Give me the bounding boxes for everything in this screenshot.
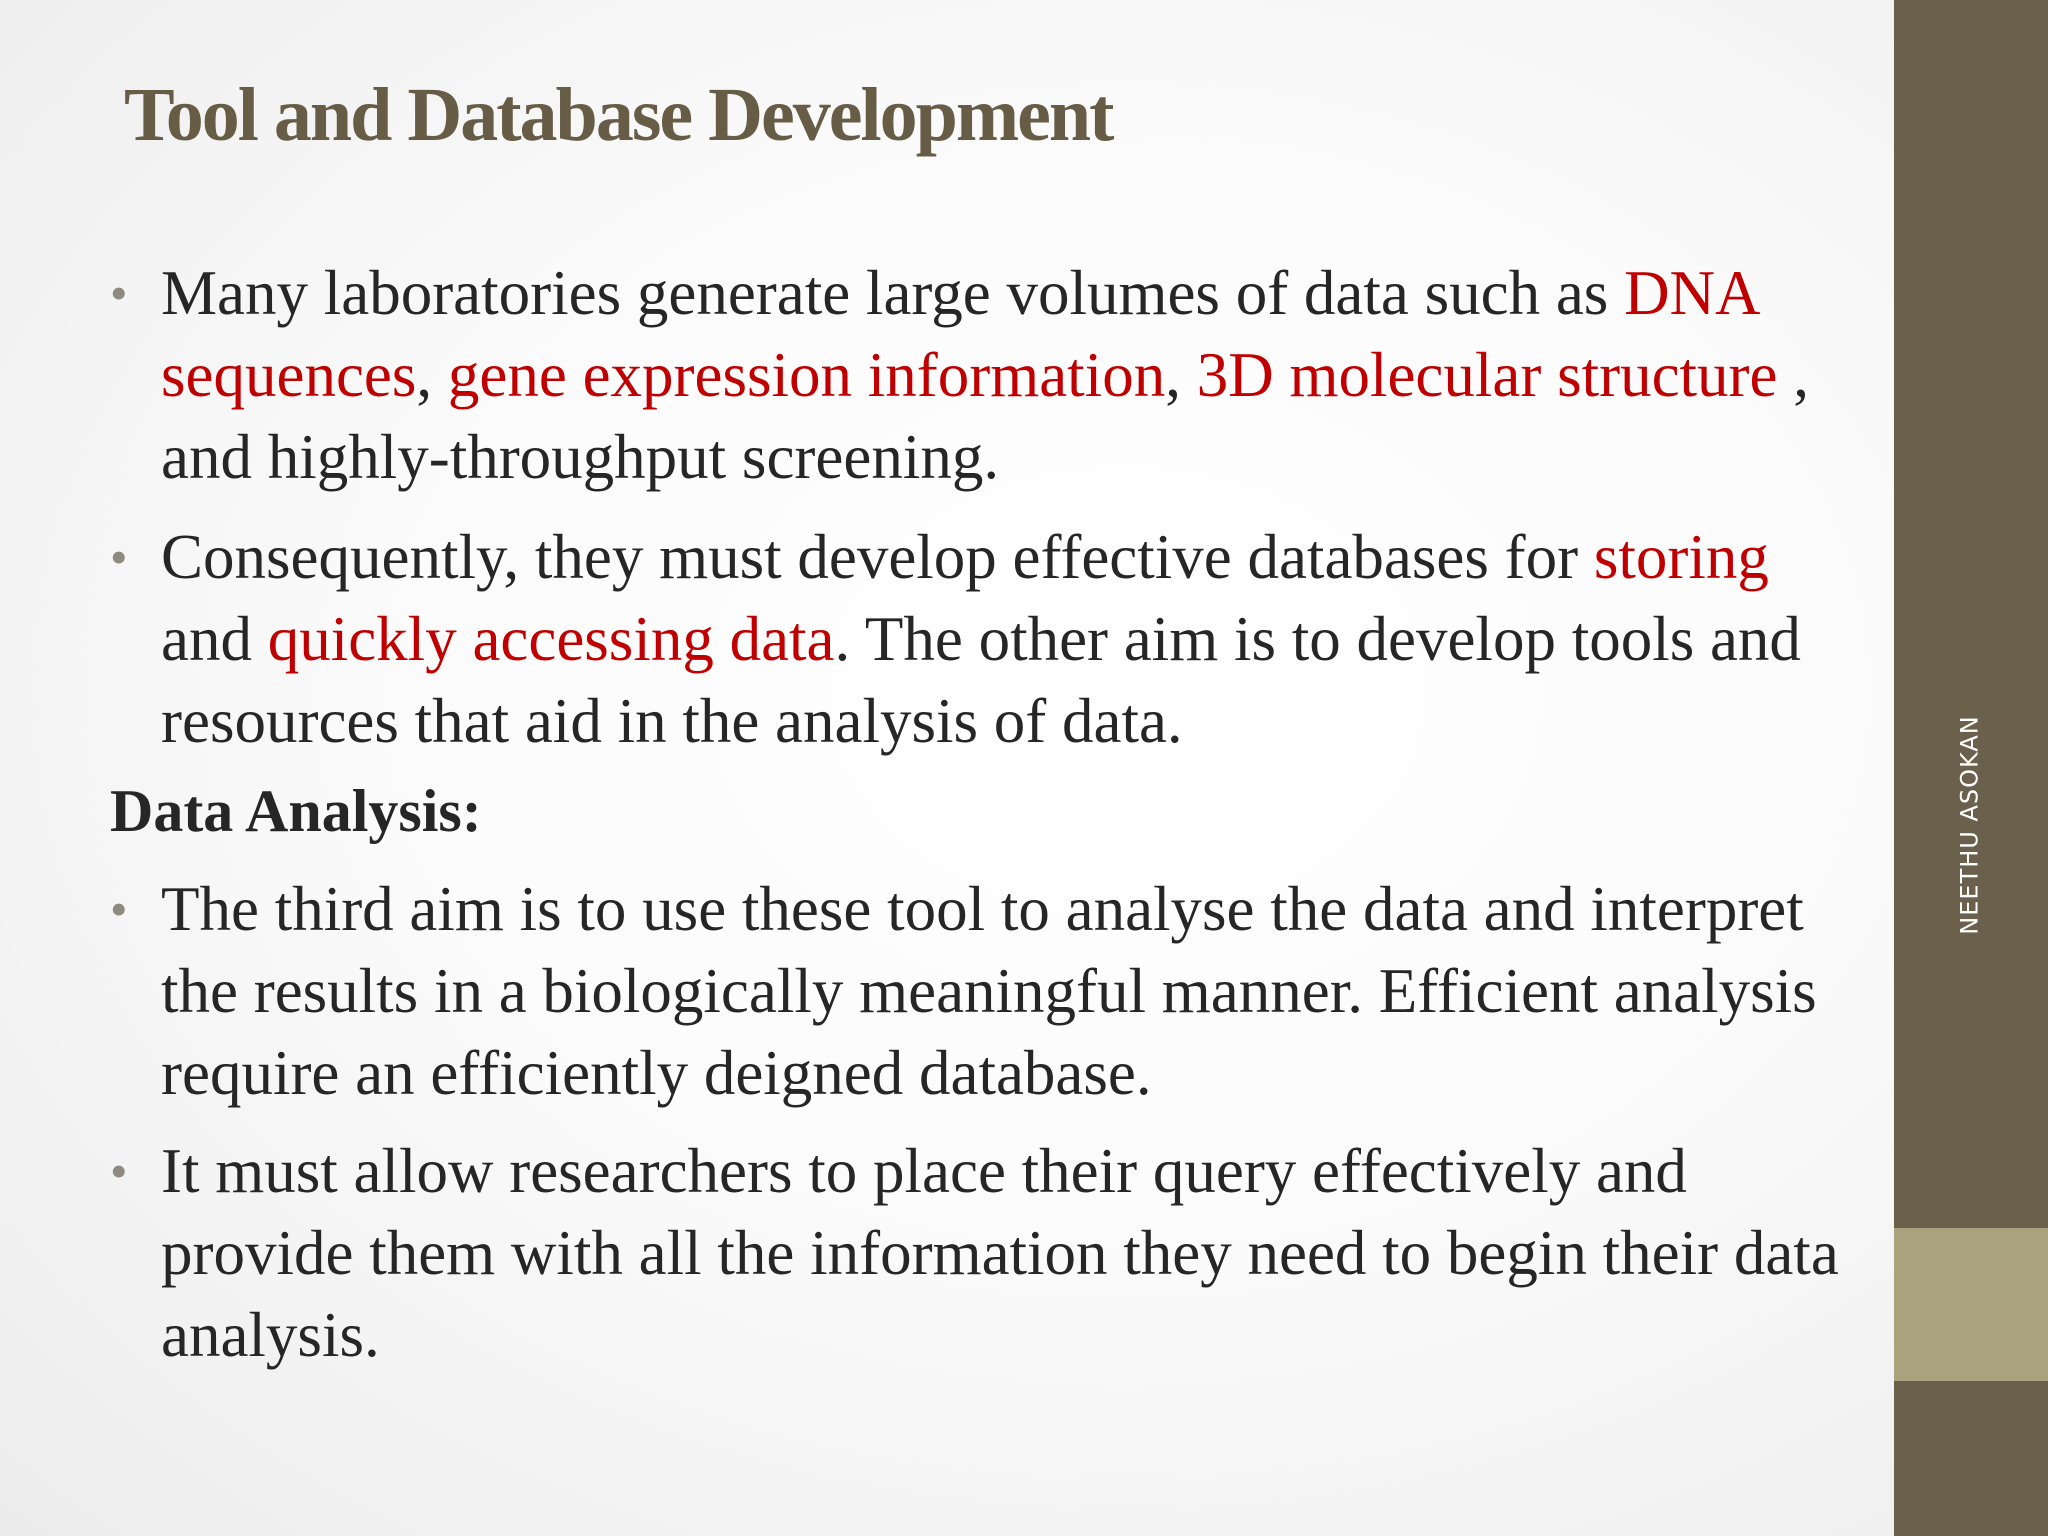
- bullet-line: • The third aim is to use these tool to analyse the data and interpret: [161, 874, 1804, 944]
- bullet-query: [110, 1130, 2030, 1376]
- highlight-term: 3D molecular structure: [1196, 340, 1778, 410]
- highlight-term: quickly accessing data: [267, 604, 835, 674]
- bullet-line: and highly-throughput screening.: [161, 422, 1000, 492]
- slide-body: [110, 252, 2030, 1376]
- slide-title: Tool and Database Development: [124, 73, 1113, 157]
- bullet-line: and quickly accessing data. The other aim is to develop tools and: [161, 604, 1801, 674]
- bullet-line: • Many laboratories generate large volumes of data such as DNA: [161, 258, 1761, 328]
- highlight-term: DNA: [1624, 258, 1761, 328]
- highlight-term: storing: [1593, 522, 1769, 592]
- bullet-databases: [110, 516, 2030, 762]
- bullet-line: the results in a biologically meaningful manner. Efficient analysis: [161, 956, 1817, 1026]
- bullet-third-aim: [110, 868, 2030, 1114]
- highlight-term: sequences: [161, 340, 417, 410]
- highlight-term: gene expression information: [447, 340, 1166, 410]
- author-name: NEETHU ASOKAN: [1956, 715, 1985, 935]
- bullet-line: provide them with all the information they need to begin their data: [161, 1218, 1839, 1288]
- bullet-line: analysis.: [161, 1300, 380, 1370]
- bullet-line: require an efficiently deigned database.: [161, 1038, 1152, 1108]
- bullet-line: • Consequently, they must develop effective databases for storing: [161, 522, 1769, 592]
- section-heading: Data Analysis:: [110, 778, 482, 844]
- bullet-data-volumes: [110, 252, 2030, 498]
- bullet-line: resources that aid in the analysis of data.: [161, 686, 1183, 756]
- bullet-line: sequences, gene expression information, 3D molecular structure ,: [161, 340, 1809, 410]
- bullet-line: • It must allow researchers to place their query effectively and: [161, 1136, 1687, 1206]
